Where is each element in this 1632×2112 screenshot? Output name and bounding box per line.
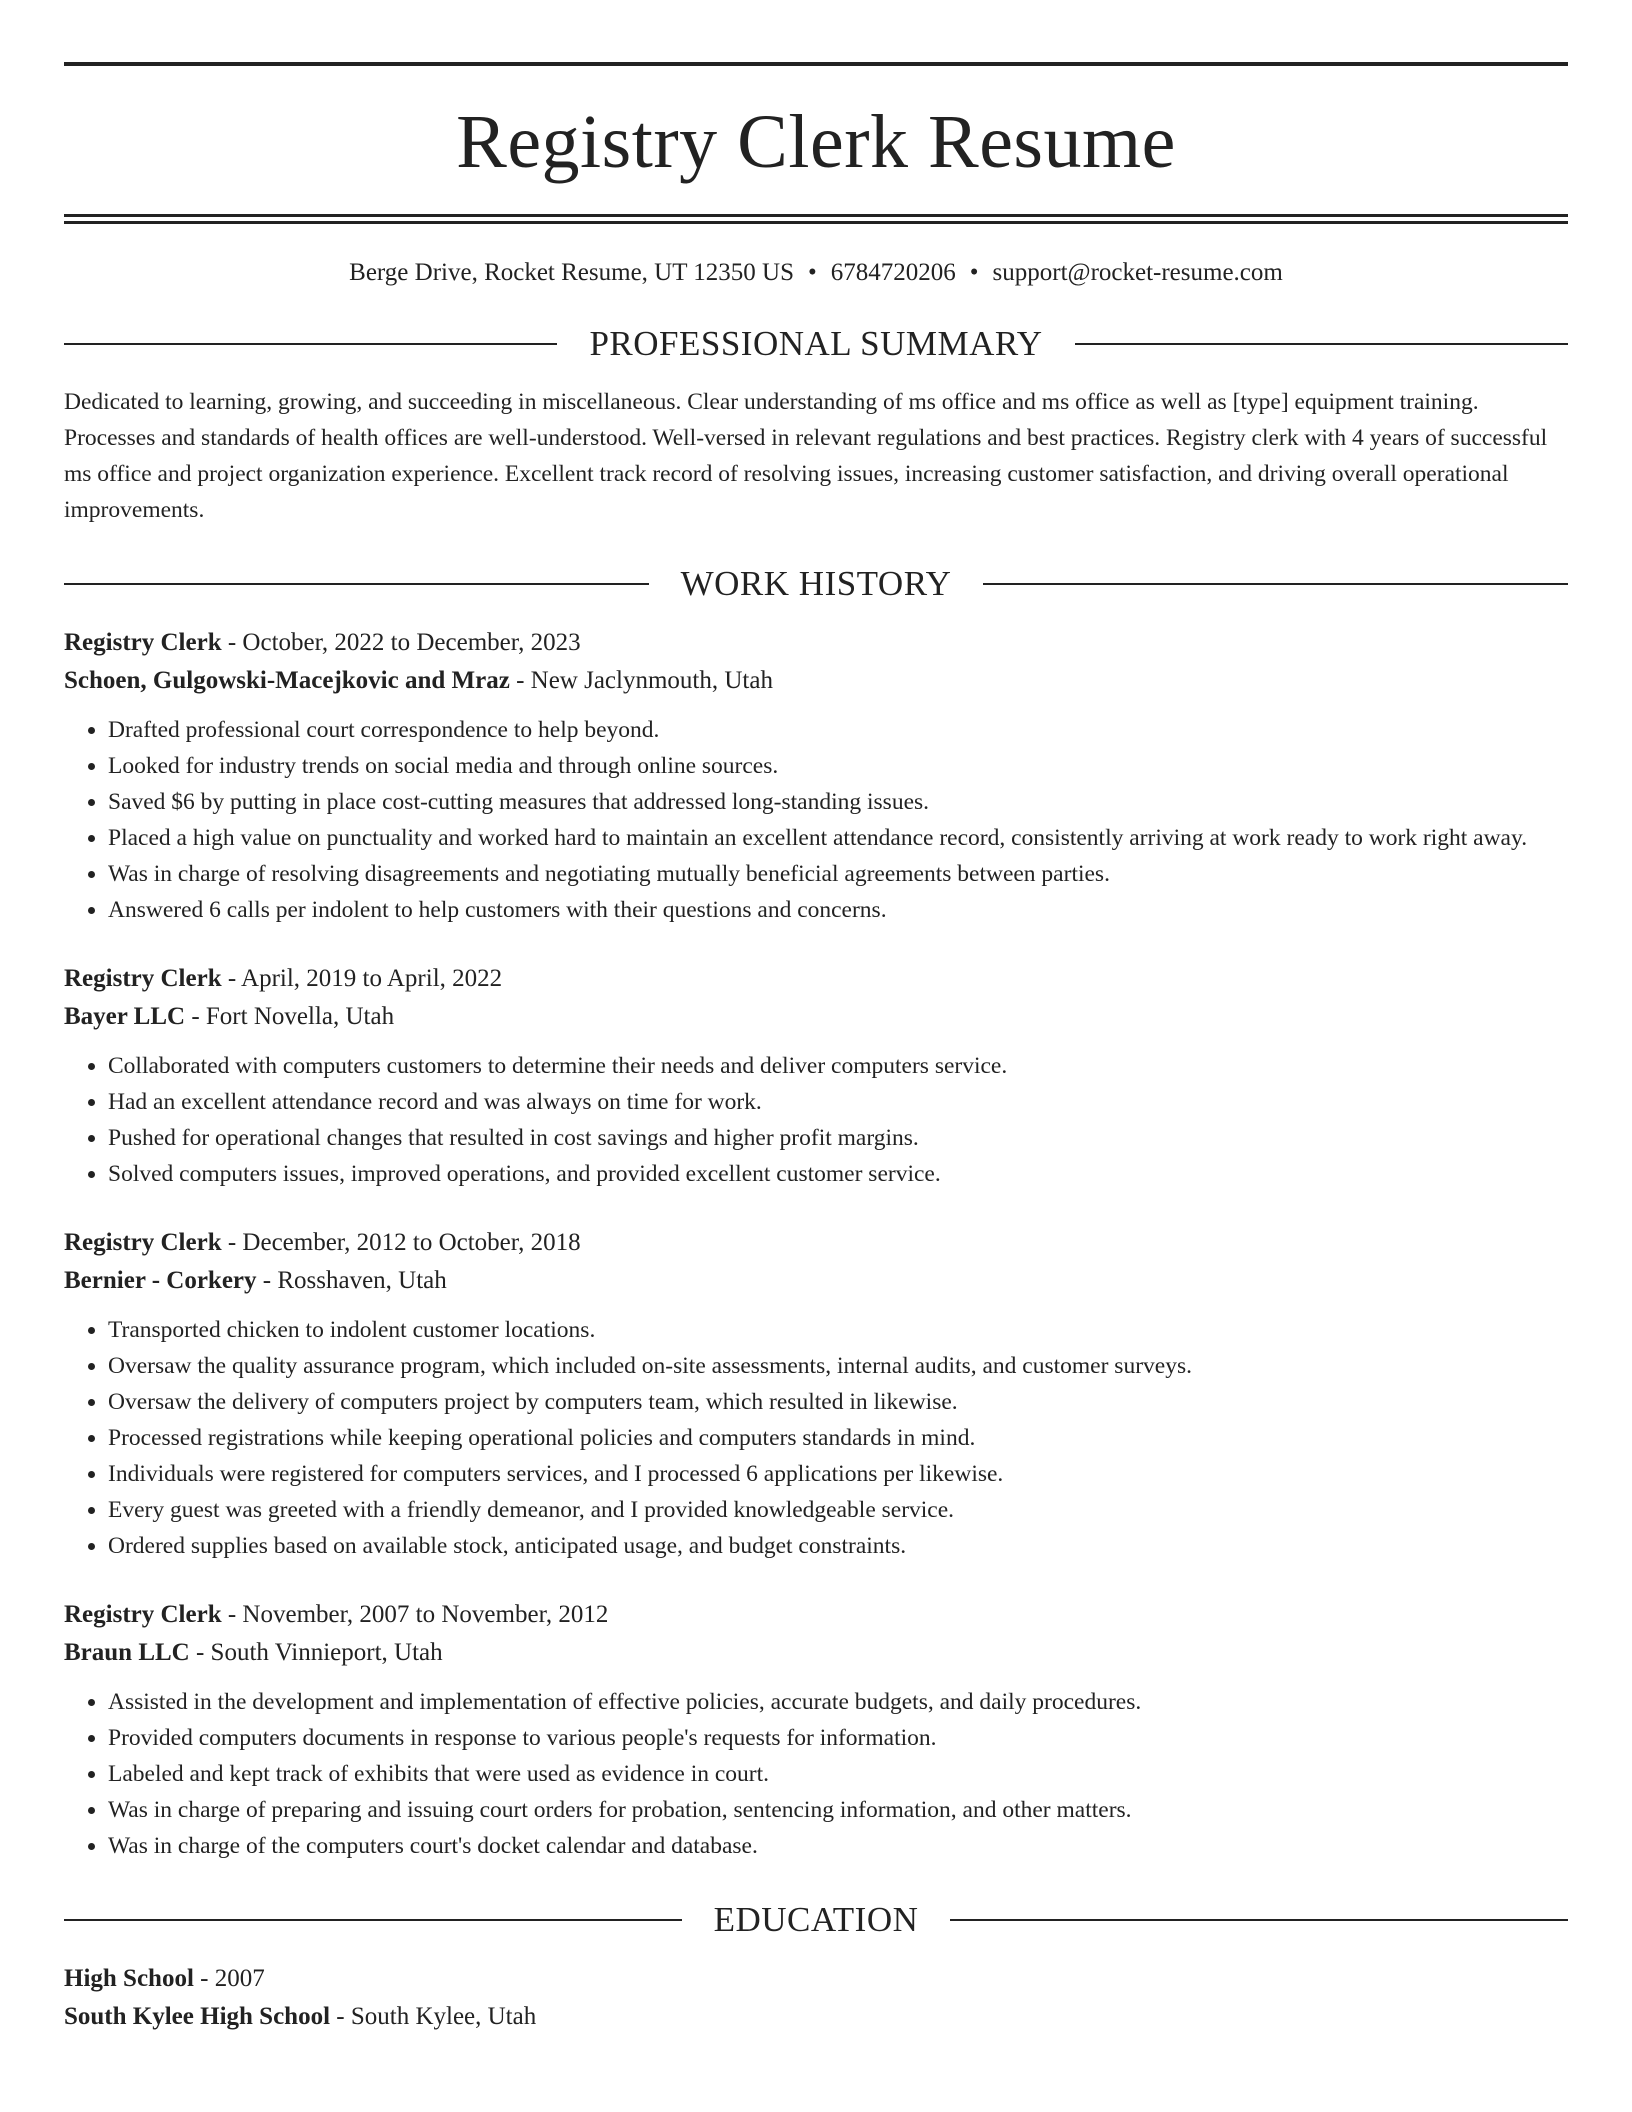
education-degree: High School — [64, 1965, 194, 1992]
job-company-line — [64, 998, 1568, 1036]
list-item: • Assisted in the development and implementation of effective policies, accurate budgets, and daily procedures. — [108, 1684, 1568, 1720]
job-title-line — [64, 1224, 1568, 1262]
job-duties-list — [64, 712, 1568, 928]
list-item: • Looked for industry trends on social media and through online sources. — [108, 748, 1568, 784]
list-item: • Individuals were registered for computers services, and I processed 6 applications per likewise. — [108, 1456, 1568, 1492]
job-title-line — [64, 960, 1568, 998]
work-history-heading-label: WORK HISTORY — [680, 564, 952, 603]
job-duties-list — [64, 1048, 1568, 1192]
job-title-line — [64, 1596, 1568, 1634]
job-title: Registry Clerk — [64, 1601, 222, 1628]
job-entry — [64, 960, 1568, 1192]
list-item: • Collaborated with computers customers to determine their needs and deliver computers service. — [108, 1048, 1568, 1084]
job-company-line — [64, 1634, 1568, 1672]
resume-title: Registry Clerk Resume — [456, 100, 1176, 184]
work-history-heading — [64, 562, 1568, 606]
contact-phone: 6784720206 — [830, 259, 956, 286]
contact-address: Berge Drive, Rocket Resume, UT 12350 US — [349, 259, 795, 286]
job-dates: - October, 2022 to December, 2023 — [221, 629, 581, 656]
list-item: • Drafted professional court correspondence to help beyond. — [108, 712, 1568, 748]
contact-email: support@rocket-resume.com — [992, 259, 1283, 286]
contact-separator: • — [808, 259, 817, 286]
list-item: • Answered 6 calls per indolent to help customers with their questions and concerns. — [108, 892, 1568, 928]
job-entry — [64, 1224, 1568, 1564]
heading-rule-left — [64, 343, 557, 345]
heading-rule-right — [950, 1919, 1568, 1921]
education-school: South Kylee High School — [64, 2003, 331, 2030]
list-item: • Placed a high value on punctuality and worked hard to maintain an excellent attendance record, consistently arriving at work ready to work right away. — [108, 820, 1568, 856]
job-dates: - November, 2007 to November, 2012 — [221, 1601, 609, 1628]
job-title: Registry Clerk — [64, 629, 222, 656]
summary-text: Dedicated to learning, growing, and succeeding in miscellaneous. Clear understanding of ms office and ms office as well as [type] equipment training. Processes and standards of health offices are well-understood. Well-versed in relevant regulations and best practices. Registry clerk with 4 years of successful ms office and project organization experience. Excellent track record of resolving issues, increasing customer satisfaction, and driving overall operational improvements. — [64, 389, 1548, 523]
summary-heading — [64, 322, 1568, 366]
job-company: Bernier - Corkery — [64, 1267, 257, 1294]
job-company: Schoen, Gulgowski-Macejkovic and Mraz — [64, 667, 510, 694]
list-item: • Pushed for operational changes that resulted in cost savings and higher profit margins. — [108, 1120, 1568, 1156]
job-location: - Fort Novella, Utah — [185, 1003, 395, 1030]
education-degree-line — [64, 1960, 1568, 1998]
list-item: • Had an excellent attendance record and was always on time for work. — [108, 1084, 1568, 1120]
list-item: • Oversaw the delivery of computers project by computers team, which resulted in likewise. — [108, 1384, 1568, 1420]
work-history-list — [64, 624, 1568, 1864]
education-heading-label: EDUCATION — [713, 1900, 919, 1939]
job-title: Registry Clerk — [64, 1229, 222, 1256]
job-company-line — [64, 662, 1568, 700]
contact-separator: • — [969, 259, 979, 286]
list-item: • Processed registrations while keeping operational policies and computers standards in mind. — [108, 1420, 1568, 1456]
education-location: - South Kylee, Utah — [330, 2003, 537, 2030]
list-item: • Was in charge of preparing and issuing court orders for probation, sentencing information, and other matters. — [108, 1792, 1568, 1828]
list-item: • Was in charge of resolving disagreements and negotiating mutually beneficial agreements between parties. — [108, 856, 1568, 892]
job-title: Registry Clerk — [64, 965, 222, 992]
job-duties-list — [64, 1312, 1568, 1564]
contact-line — [64, 258, 1568, 288]
job-company: Bayer LLC — [64, 1003, 186, 1030]
heading-rule-right — [1075, 343, 1568, 345]
heading-rule-right — [983, 583, 1568, 585]
job-location: - South Vinnieport, Utah — [189, 1639, 443, 1666]
list-item: • Every guest was greeted with a friendly demeanor, and I provided knowledgeable service. — [108, 1492, 1568, 1528]
education-entry — [64, 1960, 1568, 2036]
list-item: • Ordered supplies based on available stock, anticipated usage, and budget constraints. — [108, 1528, 1568, 1564]
education-year: - 2007 — [193, 1965, 265, 1992]
list-item: • Was in charge of the computers court's docket calendar and database. — [108, 1828, 1568, 1864]
list-item: • Provided computers documents in response to various people's requests for information. — [108, 1720, 1568, 1756]
top-rule — [64, 62, 1568, 66]
list-item: • Transported chicken to indolent customer locations. — [108, 1312, 1568, 1348]
list-item: • Oversaw the quality assurance program, which included on-site assessments, internal audits, and customer surveys. — [108, 1348, 1568, 1384]
title-double-rule — [64, 214, 1568, 224]
job-company: Braun LLC — [64, 1639, 190, 1666]
job-duties-list — [64, 1684, 1568, 1864]
education-school-line — [64, 1998, 1568, 2036]
job-location: - Rosshaven, Utah — [256, 1267, 447, 1294]
job-entry — [64, 1596, 1568, 1864]
heading-rule-left — [64, 1919, 682, 1921]
summary-heading-label: PROFESSIONAL SUMMARY — [589, 324, 1043, 363]
list-item: • Solved computers issues, improved operations, and provided excellent customer service. — [108, 1156, 1568, 1192]
job-dates: - April, 2019 to April, 2022 — [221, 965, 503, 992]
education-heading — [64, 1898, 1568, 1942]
list-item: • Labeled and kept track of exhibits that were used as evidence in court. — [108, 1756, 1568, 1792]
list-item: • Saved $6 by putting in place cost-cutting measures that addressed long-standing issues. — [108, 784, 1568, 820]
job-location: - New Jaclynmouth, Utah — [509, 667, 773, 694]
job-title-line — [64, 624, 1568, 662]
job-dates: - December, 2012 to October, 2018 — [221, 1229, 581, 1256]
job-entry — [64, 624, 1568, 928]
heading-rule-left — [64, 583, 649, 585]
job-company-line — [64, 1262, 1568, 1300]
